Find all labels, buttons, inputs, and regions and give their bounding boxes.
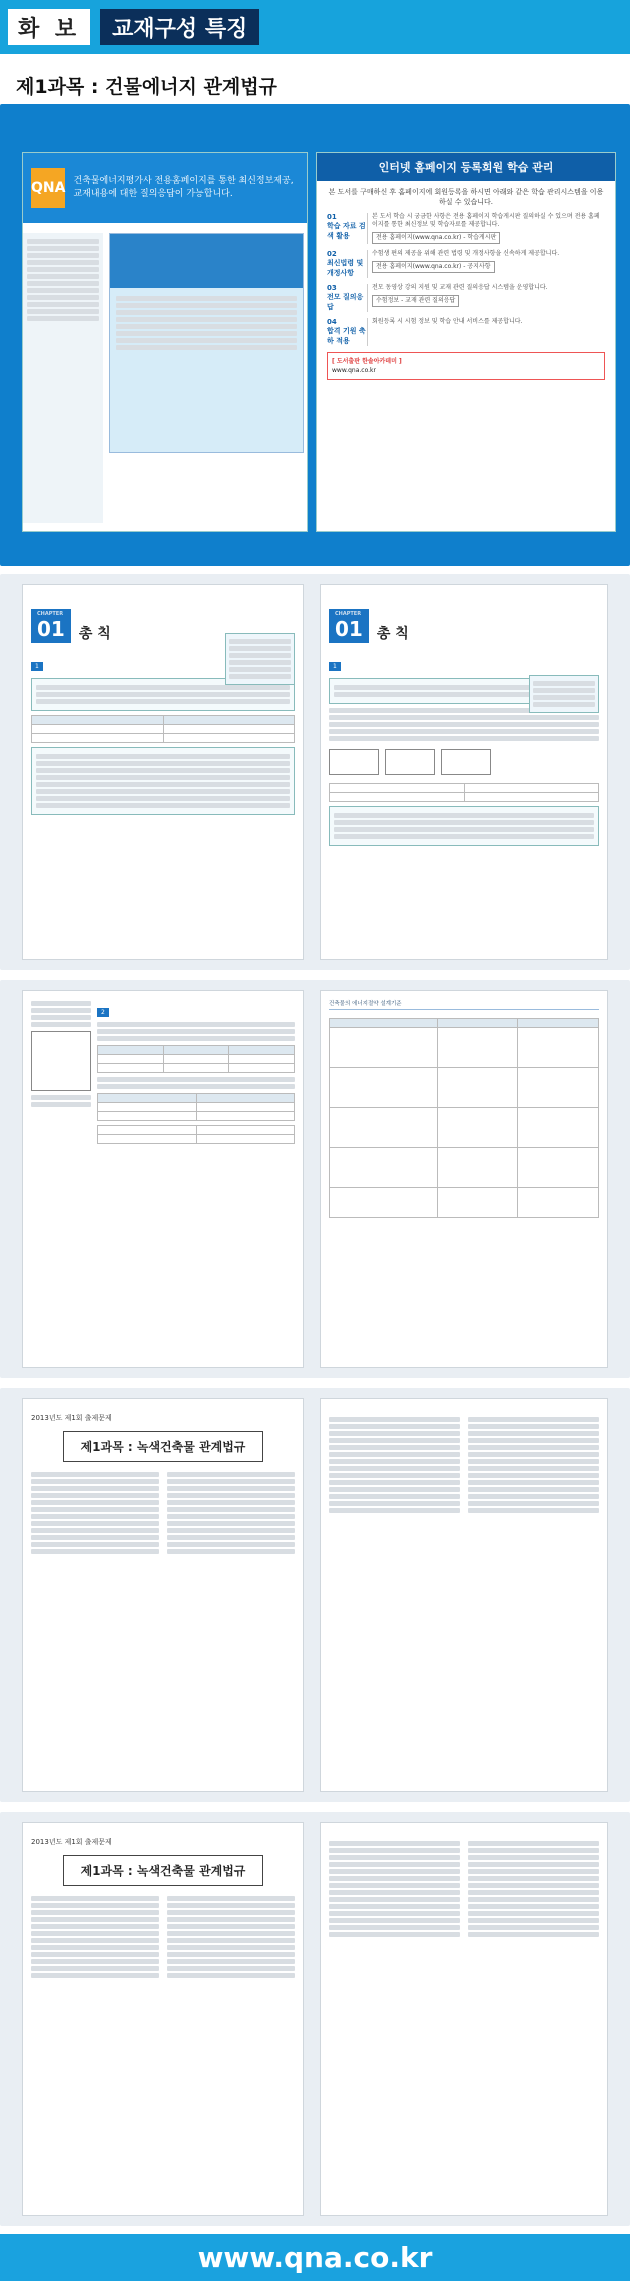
publisher-memo: [ 도서출판 한솔아카데미 ] www.qna.co.kr	[327, 352, 605, 380]
content-spread	[0, 980, 630, 1378]
member-guide-intro: 본 도서를 구매하신 후 홈페이지에 회원등록을 하시면 아래와 같은 학습 관리시스템을 이용하실 수 있습니다.	[328, 188, 604, 206]
exam-title: 제1과목 : 녹색건축물 관계법규	[63, 1431, 263, 1462]
website-main-view	[109, 233, 304, 453]
header-tag: 화 보	[8, 9, 90, 45]
footer-url[interactable]: www.qna.co.kr	[197, 2241, 433, 2274]
guide-step: 04 합격 기원 축하 적용 회원등록 시 시험 정보 및 학습 안내 서비스를 제공합니다.	[327, 318, 605, 346]
website-screenshot	[22, 152, 308, 532]
exam-year: 2013년도 제1회 출제문제	[31, 1414, 112, 1422]
guide-step: 02 최신법령 및 개정사항 수험생 편의 제공을 위해 관련 법령 및 개정사항을 신속하게 제공합니다. 전용 홈페이지(www.qna.co.kr) - 공지사항	[327, 250, 605, 278]
top-header	[0, 0, 630, 54]
subject-title: 제1과목 : 건물에너지 관계법규	[16, 76, 277, 98]
qna-banner-text: 건축물에너지평가사 전용홈페이지를 통한 최신정보제공, 교재내용에 대한 질의응답이 가능합니다.	[73, 176, 294, 199]
member-guide-panel	[316, 152, 616, 532]
chapter-spread	[0, 574, 630, 970]
qna-logo-icon: QNA	[31, 168, 65, 208]
member-guide-title: 인터넷 홈페이지 등록회원 학습 관리	[317, 153, 615, 181]
exam-spread-1	[0, 1388, 630, 1802]
exam-page-left: 2013년도 제1회 출제문제 제1과목 : 녹색건축물 관계법규	[22, 1822, 304, 2216]
guide-step: 01 학습 자료 검색 활용 본 도서 학습 시 궁금한 사항은 전용 홈페이지 학습게시판 질의하실 수 있으며 전용 홈페이지를 통한 최신정보 및 학습자료를 제공합니다. 전용 홈페이지(www.qna.co.kr) - 학습게시판	[327, 213, 605, 244]
exam-page-left	[22, 1398, 304, 1792]
header-title: 교재구성 특징	[100, 9, 259, 45]
qna-banner	[23, 153, 307, 223]
guide-step: 03 전모 질의응답 전모 동영상 강의 지원 및 교재 관련 질의응답 시스템을 운영합니다. 수험정보 - 교재 관련 질의응답	[327, 284, 605, 312]
website-side-menu	[23, 233, 103, 523]
website-main-banner	[110, 234, 303, 288]
exam-page-right	[320, 1398, 608, 1792]
running-head: 건축물의 에너지절약 설계기준	[329, 999, 599, 1010]
footer-bar	[0, 2234, 630, 2281]
chapter-title: 총 칙	[78, 626, 111, 642]
content-page-right	[320, 990, 608, 1368]
exam-spread-2	[0, 1812, 630, 2226]
content-page-left: 2	[22, 990, 304, 1368]
chapter-number: CHAPTER 01	[31, 609, 71, 643]
exam-page-right	[320, 1822, 608, 2216]
website-section	[0, 104, 630, 566]
chapter-page-right: CHAPTER 01 총 칙 1	[320, 584, 608, 960]
chapter-page-left: CHAPTER 01 총 칙 1	[22, 584, 304, 960]
